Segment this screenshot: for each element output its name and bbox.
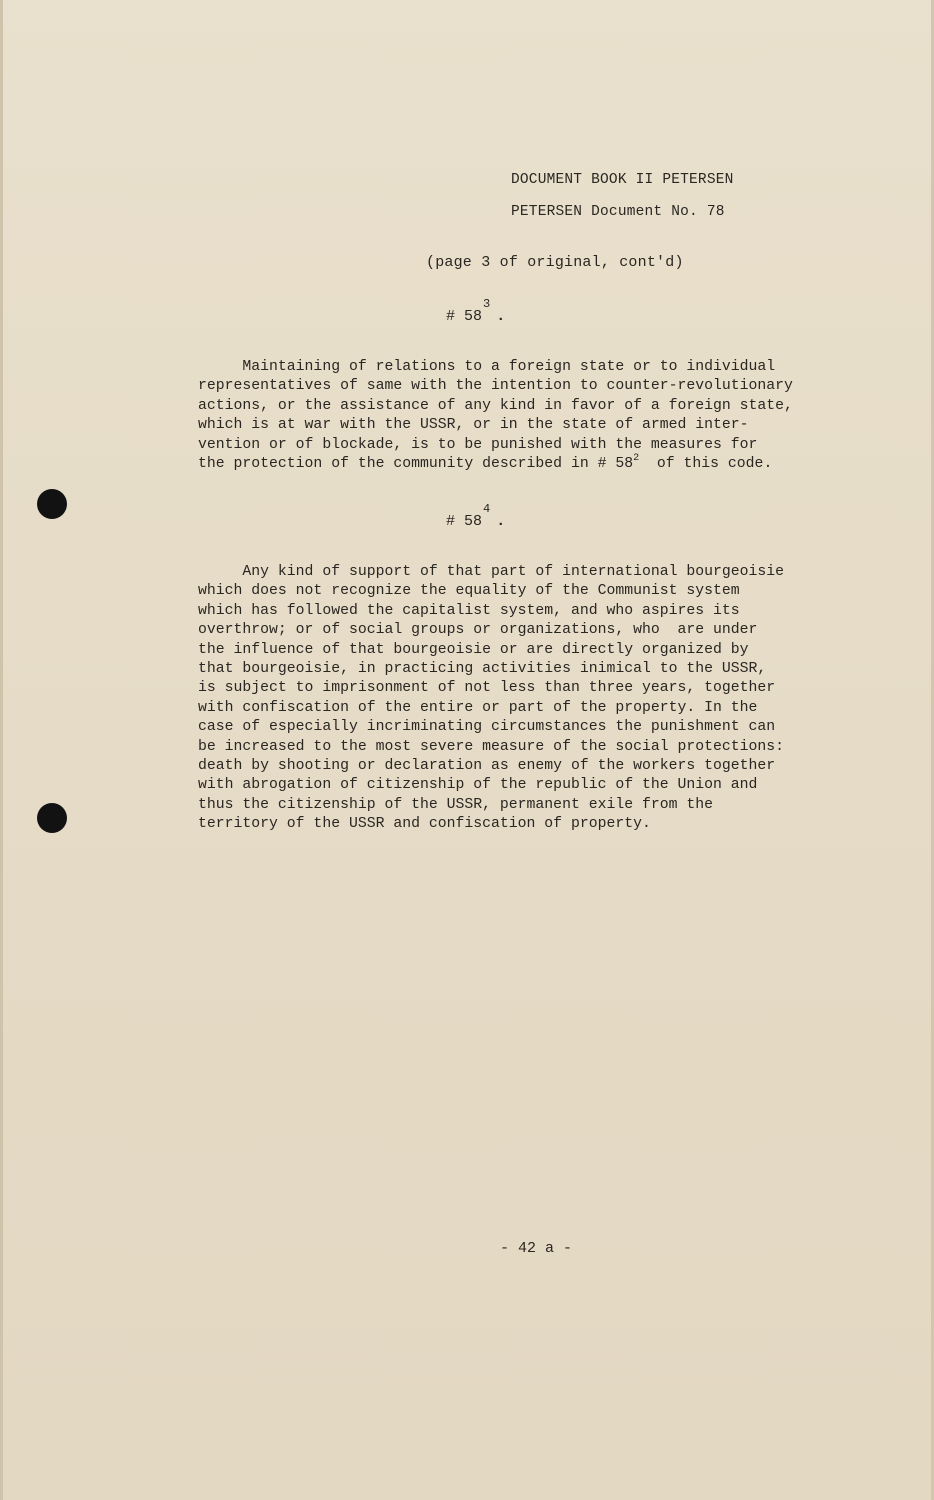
paragraph-line: the influence of that bourgeoisie or are directly organized by xyxy=(198,641,749,658)
paragraph-line-text: the protection of the community described in # 58 xyxy=(198,456,634,473)
section-heading-superscript: 3 xyxy=(483,297,491,311)
paragraph-line: with abrogation of citizenship of the republic of the Union and xyxy=(198,777,758,794)
paragraph-line: Any kind of support of that part of international bourgeoisie xyxy=(198,564,785,580)
paragraph-line: actions, or the assistance of any kind in favor of a foreign state, xyxy=(198,397,793,414)
punch-hole-lower xyxy=(37,803,67,833)
document-book-title: DOCUMENT BOOK II PETERSEN xyxy=(511,172,734,188)
section-reference-superscript: 2 xyxy=(633,453,640,465)
page-edge-left xyxy=(0,0,3,1500)
paragraph-line: territory of the USSR and confiscation of property. xyxy=(198,816,651,833)
section-58-3-paragraph xyxy=(198,358,848,475)
paragraph-line: thus the citizenship of the USSR, permanent exile from the xyxy=(198,796,714,813)
document-number: PETERSEN Document No. 78 xyxy=(511,204,725,220)
paragraph-line: Maintaining of relations to a foreign state or to individual xyxy=(198,359,776,375)
paragraph-line: with confiscation of the entire or part of the property. In the xyxy=(198,699,758,716)
page-reference: (page 3 of original, cont'd) xyxy=(426,254,684,271)
paragraph-line: representatives of same with the intention to counter-revolutionary xyxy=(198,378,793,395)
section-heading-prefix: # 58 xyxy=(446,513,483,530)
section-heading-58-3 xyxy=(446,297,506,325)
section-heading-suffix: . xyxy=(496,513,506,530)
paragraph-line: which is at war with the USSR, or in the state of armed inter- xyxy=(198,417,749,434)
paragraph-line: death by shooting or declaration as enemy of the workers together xyxy=(198,758,776,775)
section-heading-prefix: # 58 xyxy=(446,308,483,325)
section-heading-superscript: 4 xyxy=(483,502,491,516)
paragraph-line: vention or of blockade, is to be punished with the measures for xyxy=(198,436,758,453)
page-number: - 42 a - xyxy=(500,1240,573,1257)
paragraph-line: overthrow; or of social groups or organizations, who are under xyxy=(198,622,758,639)
paragraph-line: which does not recognize the equality of the Communist system xyxy=(198,583,740,600)
section-heading-58-4 xyxy=(446,502,506,530)
paragraph-line: that bourgeoisie, in practicing activities inimical to the USSR, xyxy=(198,661,767,678)
paragraph-line-text: of this code. xyxy=(639,456,773,473)
section-58-4-paragraph xyxy=(198,563,848,835)
punch-hole-upper xyxy=(37,489,67,519)
section-heading-suffix: . xyxy=(496,308,506,325)
paragraph-line: be increased to the most severe measure of the social protections: xyxy=(198,738,785,755)
paragraph-last-line xyxy=(198,455,848,475)
paragraph-line: is subject to imprisonment of not less than three years, together xyxy=(198,680,776,697)
paragraph-line: which has followed the capitalist system, and who aspires its xyxy=(198,602,740,619)
paragraph-line: case of especially incriminating circumstances the punishment can xyxy=(198,719,776,736)
